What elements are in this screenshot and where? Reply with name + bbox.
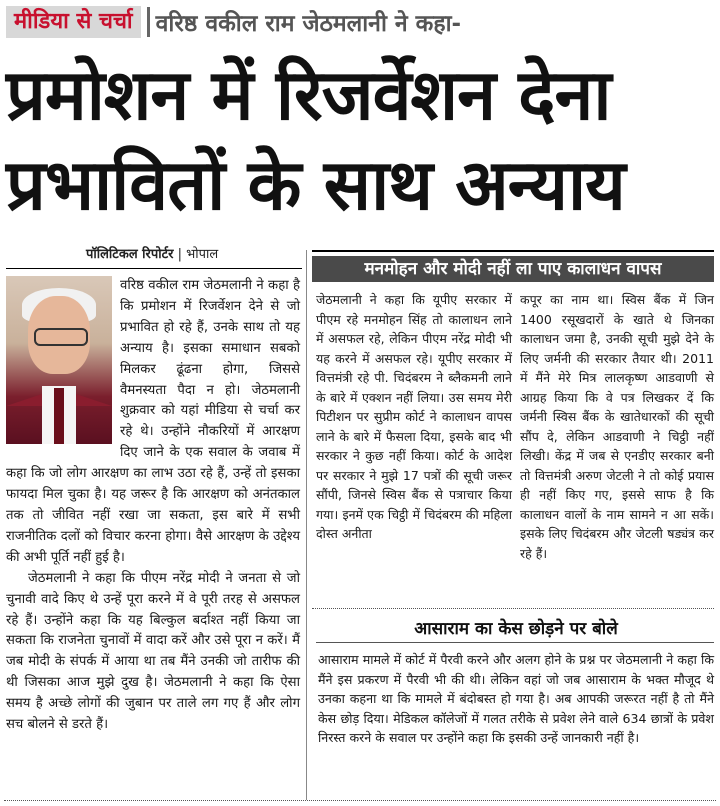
main-story [6,276,300,736]
main-story-top-rule [6,268,302,269]
main-story-paragraph-1: वरिष्ठ वकील राम जेठमलानी ने कहा है कि प्रमोशन में रिजर्वेशन देने से जो प्रभावित हो रहे हैं, उनके साथ तो यह अन्याय है। इसका समाधान सबको मिलकर ढूंढना होगा, जिससे वैमनस्यता पैदा न हो। जेठमलानी शुक्रवार को यहां मीडिया से चर्चा कर रहे थे। उन्होंने नौकरियों में आरक्षण दिए जाने के एक सवाल के जवाब में कहा कि जो लोग आरक्षण का लाभ उठा रहे हैं, उन्हें तो इसका फायदा मिल चुका है। यह जरूर है कि आरक्षण को अनंतकाल तक तो जीवित नहीं रखा जा सकता, इस बारे में सभी राजनीतिक दलों को विचार करना होगा। वैसे आरक्षण के उद्देश्य की अभी पूर्ति नहीं हुई है। [6,278,300,565]
column-divider [306,250,307,800]
byline-reporter: पॉलिटिकल रिपोर्टर [86,247,174,262]
main-story-paragraph-2: जेठमलानी ने कहा कि पीएम नरेंद्र मोदी ने जनता से जो चुनावी वादे किए थे उन्हें पूरा करने में वे पूरी तरह से असफल रहे हैं। उन्होंने कहा कि यह बिल्कुल बर्दाश्त नहीं किया जा सकता कि राजनेता चुनावों में वादा करें और उसे पूरा न करें। मैं जब मोदी के संपर्क में आया था तब मैंने उनकी जो तारीफ की थी जिसका आज मुझे दुख है। जेठमलानी ने कहा कि ऐसा समय है अच्छे लोगों की जुबान पर ताले लग गए हैं और लोग सच बोलने से डरते हैं। [6,570,300,733]
box1-top-rule [312,250,714,252]
kicker-text: वरिष्ठ वकील राम जेठमलानी ने कहा- [155,11,462,37]
headline-line-2: प्रभावितों के साथ अन्याय [6,144,625,226]
page-bottom-rule [4,800,716,801]
kicker [6,6,461,38]
byline-city: भोपाल [186,247,219,262]
box2-top-rule [312,608,714,609]
kicker-tag: मीडिया से चर्चा [6,6,141,38]
headline-line-1: प्रमोशन में रिजर्वेशन देना [6,54,611,136]
box1-title: मनमोहन और मोदी नहीं ला पाए कालाधन वापस [312,256,714,282]
box1-column-2: कपूर का नाम था। स्विस बैंक में जिन 1400 रसूखदारों के खाते थे जिनका कालाधन जमा है, उनकी सूची मुझे देने के लिए जर्मनी की सरकार तैयार थी। 2011 में मैंने मेरे मित्र लालकृष्ण आडवाणी से आग्रह किया कि वे पत्र लिखकर दें कि जर्मनी स्विस बैंक के खातेधारकों की सूची सौंप दे, लेकिन आडवाणी ने चिट्ठी नहीं लिखी। केंद्र में जब से एनडीए सरकार बनी तो वित्तमंत्री अरुण जेटली ने तो कोई प्रयास ही नहीं किए गए, इससे साफ है कि कालाधन वालों के नाम सामने न आ सकें। इसके लिए चिदंबरम और जेटली षड्यंत्र कर रहे हैं। [520,292,714,561]
ram-jethmalani-photo [6,276,112,444]
kicker-divider [147,7,150,37]
byline [86,244,218,262]
box2-text: आसाराम मामले में कोर्ट में पैरवी करने और अलग होने के प्रश्न पर जेठमलानी ने कहा कि मैंने इस प्रकरण में पैरवी भी की थी। लेकिन वहां जो जब आसाराम के भक्त मौजूद थे उनका कहना था कि मामले में बंदोबस्त हो गया है। अब आपकी जरूरत नहीं है तो मैंने केस छोड़ दिया। मेडिकल कॉलेजों में गलत तरीके से प्रवेश लेने वाले 634 छात्रों के प्रवेश निरस्त करने के सवाल पर उन्होंने कहा कि इसकी उन्हें जानकारी नहीं है। [318,652,714,746]
box1-column-1: जेठमलानी ने कहा कि यूपीए सरकार में पीएम रहे मनमोहन सिंह तो कालाधन लाने में असफल रहे, लेकिन पीएम नरेंद्र मोदी भी यह करने में असफल रहे। यूपीए सरकार में वित्तमंत्री रहे पी. चिदंबरम ने ब्लैकमनी लाने के बारे में एक्शन नहीं लिया। उस समय मेरी पिटीशन पर सुप्रीम कोर्ट ने कालाधन वापस लाने के बारे में फैसला दिया, इसके बाद भी सरकार ने कुछ नहीं किया। कोर्ट के आदेश पर सरकार ने मुझे 17 पत्रों की सूची जरूर सौंपी, जिनसे स्विस बैंक से पत्राचार किया गया। इनमें एक चिट्ठी में चिदंबरम की महिला दोस्त अनीता [316,292,512,541]
box2-title: आसाराम का केस छोड़ने पर बोले [414,619,618,639]
byline-separator: | [177,247,183,262]
box2-title-underline [316,642,714,643]
headline [6,50,718,230]
